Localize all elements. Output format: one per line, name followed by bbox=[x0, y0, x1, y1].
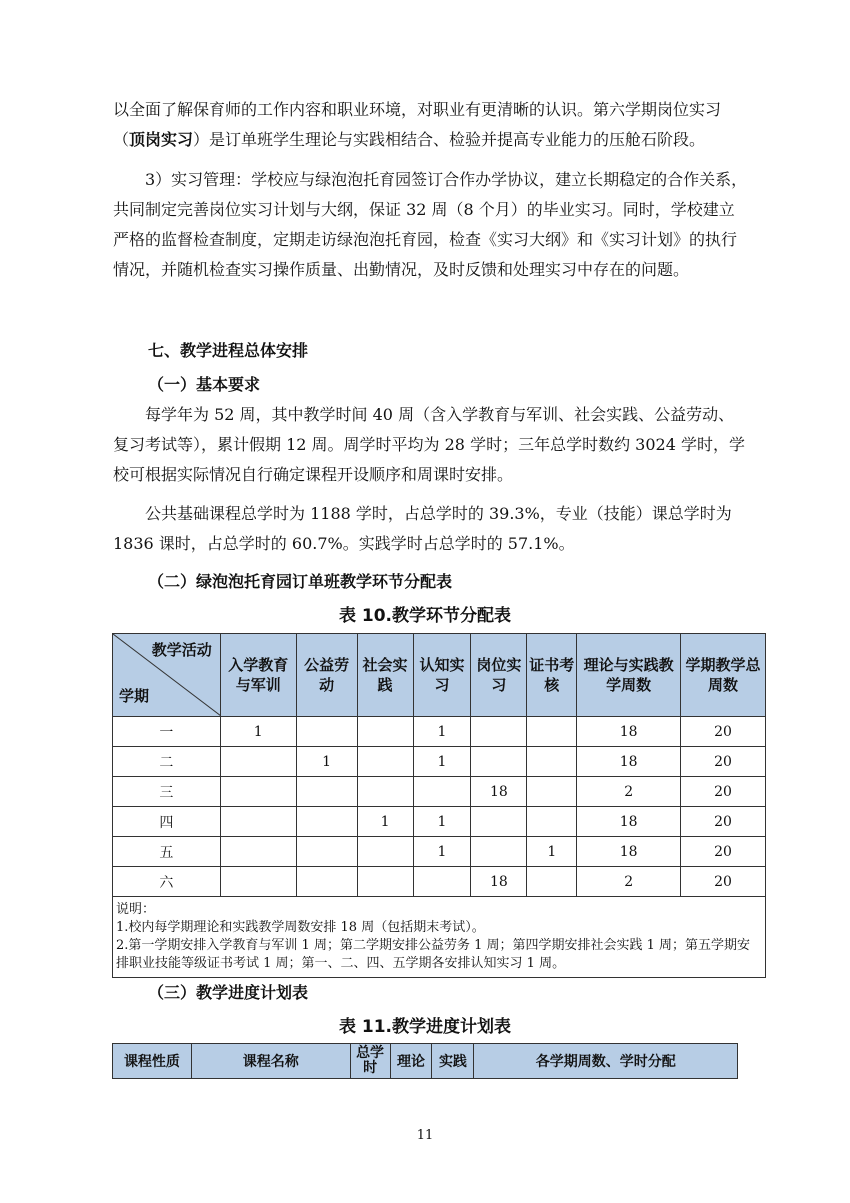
paragraph-basic-requirements: 每学年为 52 周，其中教学时间 40 周（含入学教育与军训、社会实践、公益劳动、复习考试等），累计假期 12 周。周学时平均为 28 学时；三年总学时数约 3024 学时，学校可根据实际情况自行确定课程开设顺序和周课时安排。 bbox=[113, 405, 745, 484]
table-cell: 2 bbox=[577, 867, 681, 897]
paragraph-text: ）是订单班学生理论与实践相结合、检验并提高专业能力的压舱石阶段。 bbox=[193, 130, 706, 149]
table-cell: 20 bbox=[681, 717, 766, 747]
table-row bbox=[113, 807, 766, 837]
header-cell: 实践 bbox=[432, 1044, 474, 1079]
table-cell: 1 bbox=[413, 837, 471, 867]
table-cell: 一 bbox=[113, 717, 221, 747]
header-cell: 认知实习 bbox=[413, 634, 471, 717]
notes-title: 说明： bbox=[116, 902, 156, 917]
table-cell bbox=[357, 747, 413, 777]
corner-label-term: 学期 bbox=[119, 687, 150, 705]
table-cell: 20 bbox=[681, 807, 766, 837]
table11-caption: 表 11.教学进度计划表 bbox=[338, 1017, 512, 1037]
table-cell bbox=[220, 777, 296, 807]
header-cell: 公益劳动 bbox=[296, 634, 357, 717]
table-row bbox=[113, 777, 766, 807]
table-notes-row bbox=[113, 897, 766, 978]
section-heading-7: 七、教学进程总体安排 bbox=[148, 341, 309, 360]
table-cell bbox=[471, 837, 527, 867]
corner-header-cell bbox=[113, 634, 221, 717]
subsection-heading-basic-requirements: （一）基本要求 bbox=[148, 375, 261, 394]
paragraph-credit-hours: 公共基础课程总学时为 1188 学时，占总学时的 39.3%，专业（技能）课总学时为 1836 课时，占总学时的 60.7%。实践学时占总学时的 57.1%。 bbox=[113, 504, 732, 553]
page-number: 11 bbox=[416, 1128, 434, 1143]
table-cell bbox=[357, 837, 413, 867]
bold-term: 顶岗实习 bbox=[129, 130, 194, 149]
table-cell: 二 bbox=[113, 747, 221, 777]
table-cell: 20 bbox=[681, 747, 766, 777]
table-cell: 1 bbox=[413, 807, 471, 837]
header-cell: 社会实践 bbox=[357, 634, 413, 717]
table-cell bbox=[357, 867, 413, 897]
table-cell: 18 bbox=[577, 747, 681, 777]
table-cell: 四 bbox=[113, 807, 221, 837]
header-cell: 理论与实践教学周数 bbox=[577, 634, 681, 717]
table-cell bbox=[296, 837, 357, 867]
table-cell: 1 bbox=[220, 717, 296, 747]
table-cell bbox=[527, 717, 577, 747]
table-notes-cell bbox=[113, 897, 766, 978]
table-row bbox=[113, 837, 766, 867]
table-row bbox=[113, 867, 766, 897]
table-cell bbox=[296, 717, 357, 747]
header-cell: 学期教学总周数 bbox=[681, 634, 766, 717]
subsection-heading-schedule: （三）教学进度计划表 bbox=[148, 983, 309, 1002]
subsection-heading-allocation: （二）绿泡泡托育园订单班教学环节分配表 bbox=[148, 572, 453, 591]
table-cell bbox=[413, 777, 471, 807]
table-cell: 18 bbox=[471, 867, 527, 897]
table-cell bbox=[527, 777, 577, 807]
header-cell: 各学期周数、学时分配 bbox=[474, 1044, 738, 1079]
table-cell: 五 bbox=[113, 837, 221, 867]
table-cell bbox=[357, 717, 413, 747]
table-cell: 18 bbox=[577, 807, 681, 837]
header-cell: 理论 bbox=[390, 1044, 432, 1079]
table-cell bbox=[527, 867, 577, 897]
table-cell bbox=[296, 777, 357, 807]
paragraph-text: 以全面了解保育师的工作内容和职业环境，对职业有更清晰的认识。第六学期岗位实习（ bbox=[113, 100, 722, 149]
table-row bbox=[113, 717, 766, 747]
table-header-row bbox=[113, 634, 766, 717]
table10-caption: 表 10.教学环节分配表 bbox=[338, 606, 512, 626]
table-cell bbox=[357, 777, 413, 807]
table-cell: 18 bbox=[577, 717, 681, 747]
table-cell bbox=[471, 717, 527, 747]
table-cell: 18 bbox=[471, 777, 527, 807]
table-cell: 2 bbox=[577, 777, 681, 807]
table-header-row bbox=[113, 1044, 738, 1079]
header-cell: 入学教育与军训 bbox=[220, 634, 296, 717]
table-cell: 三 bbox=[113, 777, 221, 807]
table-cell bbox=[413, 867, 471, 897]
table-cell bbox=[220, 747, 296, 777]
paragraph-internship-intro bbox=[113, 95, 749, 155]
header-cell: 课程名称 bbox=[191, 1044, 350, 1079]
header-cell: 岗位实习 bbox=[471, 634, 527, 717]
table-cell: 六 bbox=[113, 867, 221, 897]
table-cell bbox=[471, 807, 527, 837]
table-cell: 18 bbox=[577, 837, 681, 867]
corner-label-activity: 教学活动 bbox=[151, 641, 212, 659]
table-cell: 1 bbox=[357, 807, 413, 837]
table-cell: 1 bbox=[413, 747, 471, 777]
table-cell bbox=[220, 807, 296, 837]
table-cell: 1 bbox=[413, 717, 471, 747]
table-row bbox=[113, 747, 766, 777]
teaching-schedule-table bbox=[112, 1043, 738, 1079]
table-cell bbox=[296, 807, 357, 837]
header-cell: 证书考核 bbox=[527, 634, 577, 717]
table-cell bbox=[527, 807, 577, 837]
note-item: 2.第一学期安排入学教育与军训 1 周；第二学期安排公益劳务 1 周；第四学期安排社会实践 1 周；第五学期安排职业技能等级证书考试 1 周；第一、二、四、五学期各安排认知实习 1 周。 bbox=[116, 938, 751, 971]
teaching-allocation-table bbox=[112, 633, 766, 978]
table-cell: 1 bbox=[296, 747, 357, 777]
table-cell: 20 bbox=[681, 867, 766, 897]
table-cell bbox=[527, 747, 577, 777]
table-cell bbox=[220, 837, 296, 867]
table-cell: 20 bbox=[681, 777, 766, 807]
table-cell bbox=[296, 867, 357, 897]
header-cell: 课程性质 bbox=[113, 1044, 192, 1079]
paragraph-internship-management: 3）实习管理：学校应与绿泡泡托育园签订合作办学协议，建立长期稳定的合作关系，共同制定完善岗位实习计划与大纲，保证 32 周（8 个月）的毕业实习。同时，学校建立严格的监督检查制度，定期走访绿泡泡托育园，检查《实习大纲》和《实习计划》的执行情况，并随机检查实习操作质量、出勤情况，及时反馈和处理实习中存在的问题。 bbox=[113, 170, 748, 279]
table-cell: 1 bbox=[527, 837, 577, 867]
note-item: 1.校内每学期理论和实践教学周数安排 18 周（包括期末考试）。 bbox=[116, 920, 485, 935]
header-cell: 总学时 bbox=[350, 1044, 390, 1079]
table-cell bbox=[220, 867, 296, 897]
table-cell: 20 bbox=[681, 837, 766, 867]
table-cell bbox=[471, 747, 527, 777]
